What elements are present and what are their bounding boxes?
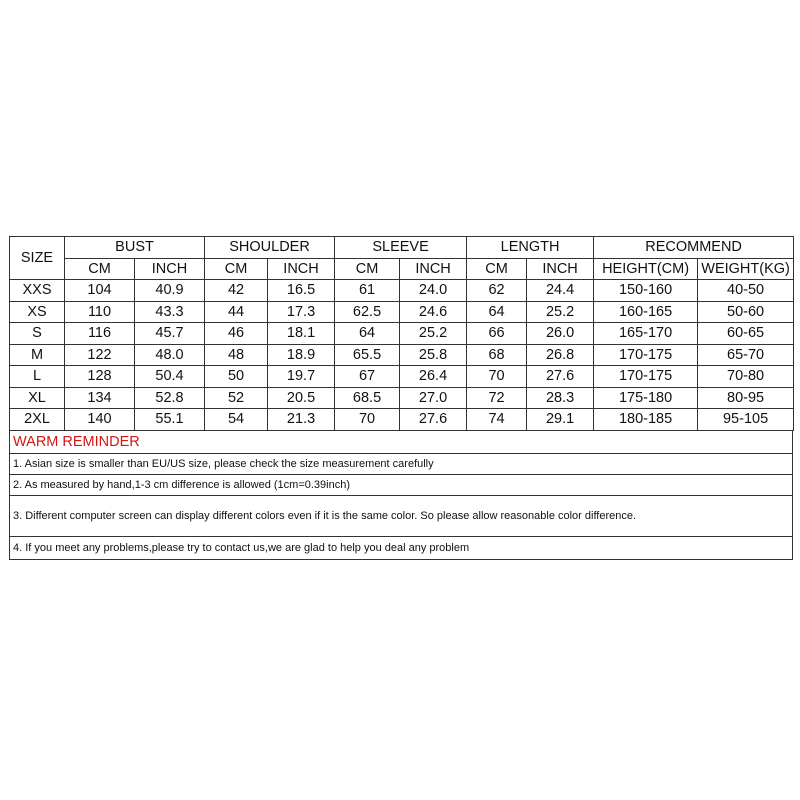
size-value-cell: 170-175 — [594, 366, 698, 388]
size-value-cell: 24.0 — [400, 280, 467, 302]
size-value-cell: 170-175 — [594, 344, 698, 366]
group-header-recommend: RECOMMEND — [594, 237, 794, 259]
size-value-cell: 65.5 — [335, 344, 400, 366]
size-value-cell: 70 — [467, 366, 527, 388]
size-value-cell: 24.6 — [400, 301, 467, 323]
size-value-cell: 25.8 — [400, 344, 467, 366]
size-chart-body — [10, 237, 794, 431]
size-value-cell: 128 — [65, 366, 135, 388]
size-value-cell: 95-105 — [698, 409, 794, 431]
size-value-cell: 28.3 — [527, 387, 594, 409]
size-row — [10, 301, 794, 323]
size-value-cell: 40-50 — [698, 280, 794, 302]
size-value-cell: 61 — [335, 280, 400, 302]
size-value-cell: 52.8 — [135, 387, 205, 409]
size-value-cell: 27.6 — [400, 409, 467, 431]
size-value-cell: 122 — [65, 344, 135, 366]
size-value-cell: 20.5 — [268, 387, 335, 409]
size-chart-table — [9, 236, 794, 431]
size-label-cell: XL — [10, 387, 65, 409]
size-value-cell: 50 — [205, 366, 268, 388]
reminder-note: 2. As measured by hand,1-3 cm difference is allowed (1cm=0.39inch) — [10, 475, 793, 496]
sub-header-row — [10, 258, 794, 280]
subheader-cell: INCH — [268, 258, 335, 280]
size-value-cell: 50-60 — [698, 301, 794, 323]
reminder-note: 3. Different computer screen can display different colors even if it is the same color. So please allow reasonable color difference. — [10, 496, 793, 537]
size-value-cell: 60-65 — [698, 323, 794, 345]
size-value-cell: 48 — [205, 344, 268, 366]
size-label-cell: M — [10, 344, 65, 366]
group-header-sleeve: SLEEVE — [335, 237, 467, 259]
reminder-notes-table — [9, 453, 793, 560]
size-value-cell: 70-80 — [698, 366, 794, 388]
size-value-cell: 44 — [205, 301, 268, 323]
size-value-cell: 62 — [467, 280, 527, 302]
size-row — [10, 280, 794, 302]
subheader-cell: CM — [467, 258, 527, 280]
size-value-cell: 43.3 — [135, 301, 205, 323]
size-value-cell: 29.1 — [527, 409, 594, 431]
reminder-note-row — [10, 537, 793, 560]
subheader-cell: CM — [205, 258, 268, 280]
size-value-cell: 67 — [335, 366, 400, 388]
size-value-cell: 50.4 — [135, 366, 205, 388]
reminder-note: 1. Asian size is smaller than EU/US size, please check the size measurement carefully — [10, 454, 793, 475]
size-value-cell: 54 — [205, 409, 268, 431]
size-value-cell: 52 — [205, 387, 268, 409]
size-value-cell: 104 — [65, 280, 135, 302]
size-row — [10, 366, 794, 388]
size-value-cell: 26.8 — [527, 344, 594, 366]
size-value-cell: 46 — [205, 323, 268, 345]
group-header-row — [10, 237, 794, 259]
subheader-cell: INCH — [135, 258, 205, 280]
subheader-cell: CM — [335, 258, 400, 280]
size-value-cell: 64 — [335, 323, 400, 345]
reminder-note-row — [10, 496, 793, 537]
size-row — [10, 387, 794, 409]
size-row — [10, 409, 794, 431]
warm-reminder-title: WARM REMINDER — [9, 431, 793, 453]
size-value-cell: 17.3 — [268, 301, 335, 323]
subheader-cell: WEIGHT(KG) — [698, 258, 794, 280]
size-value-cell: 68.5 — [335, 387, 400, 409]
size-value-cell: 24.4 — [527, 280, 594, 302]
size-value-cell: 42 — [205, 280, 268, 302]
size-value-cell: 68 — [467, 344, 527, 366]
size-value-cell: 26.0 — [527, 323, 594, 345]
size-value-cell: 180-185 — [594, 409, 698, 431]
size-value-cell: 110 — [65, 301, 135, 323]
size-value-cell: 134 — [65, 387, 135, 409]
size-label-cell: 2XL — [10, 409, 65, 431]
size-value-cell: 21.3 — [268, 409, 335, 431]
subheader-cell: INCH — [400, 258, 467, 280]
size-value-cell: 27.0 — [400, 387, 467, 409]
subheader-cell: CM — [65, 258, 135, 280]
group-header-shoulder: SHOULDER — [205, 237, 335, 259]
size-value-cell: 25.2 — [400, 323, 467, 345]
size-value-cell: 140 — [65, 409, 135, 431]
reminder-note-row — [10, 475, 793, 496]
size-label-cell: L — [10, 366, 65, 388]
size-value-cell: 70 — [335, 409, 400, 431]
size-value-cell: 150-160 — [594, 280, 698, 302]
size-value-cell: 48.0 — [135, 344, 205, 366]
size-value-cell: 74 — [467, 409, 527, 431]
size-value-cell: 19.7 — [268, 366, 335, 388]
size-value-cell: 160-165 — [594, 301, 698, 323]
reminder-note: 4. If you meet any problems,please try to contact us,we are glad to help you deal any problem — [10, 537, 793, 560]
size-value-cell: 165-170 — [594, 323, 698, 345]
subheader-cell: HEIGHT(CM) — [594, 258, 698, 280]
size-row — [10, 323, 794, 345]
size-label-cell: XXS — [10, 280, 65, 302]
size-value-cell: 66 — [467, 323, 527, 345]
size-value-cell: 27.6 — [527, 366, 594, 388]
size-value-cell: 18.1 — [268, 323, 335, 345]
size-value-cell: 72 — [467, 387, 527, 409]
size-value-cell: 175-180 — [594, 387, 698, 409]
size-value-cell: 40.9 — [135, 280, 205, 302]
size-header-cell: SIZE — [10, 237, 65, 280]
size-value-cell: 25.2 — [527, 301, 594, 323]
size-label-cell: S — [10, 323, 65, 345]
size-value-cell: 62.5 — [335, 301, 400, 323]
size-value-cell: 16.5 — [268, 280, 335, 302]
size-value-cell: 64 — [467, 301, 527, 323]
subheader-cell: INCH — [527, 258, 594, 280]
size-value-cell: 55.1 — [135, 409, 205, 431]
group-header-bust: BUST — [65, 237, 205, 259]
size-label-cell: XS — [10, 301, 65, 323]
size-value-cell: 45.7 — [135, 323, 205, 345]
size-value-cell: 116 — [65, 323, 135, 345]
size-value-cell: 18.9 — [268, 344, 335, 366]
size-value-cell: 65-70 — [698, 344, 794, 366]
size-value-cell: 26.4 — [400, 366, 467, 388]
size-value-cell: 80-95 — [698, 387, 794, 409]
group-header-length: LENGTH — [467, 237, 594, 259]
reminder-note-row — [10, 454, 793, 475]
size-row — [10, 344, 794, 366]
